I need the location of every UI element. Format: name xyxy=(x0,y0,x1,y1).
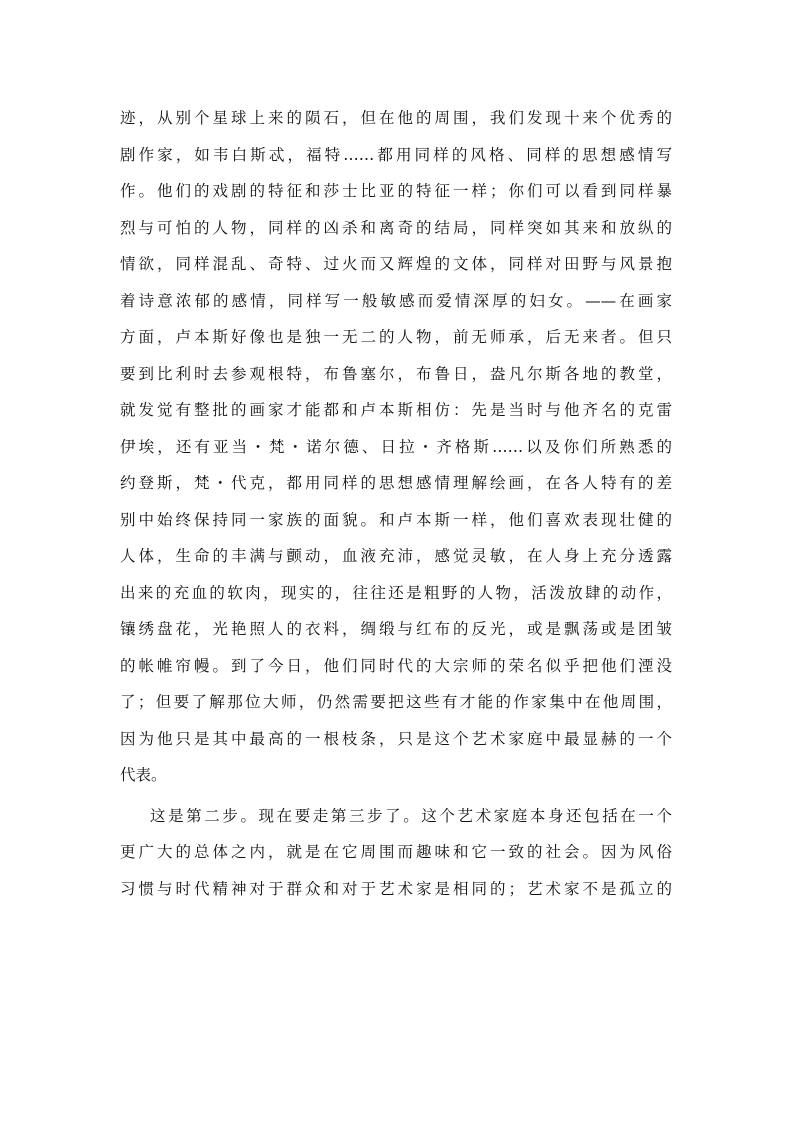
text-line: 情欲，同样混乱、奇特、过火而又辉煌的文体，同样对田野与风景抱 xyxy=(120,255,672,273)
text-line: 剧作家，如韦白斯忒，福特……都用同样的风格、同样的思想感情写 xyxy=(120,145,672,164)
text-line: 这是第二步。现在要走第三步了。这个艺术家庭本身还包括在一个 xyxy=(150,806,672,825)
text-line: 的帐帷帘幔。到了今日，他们同时代的大宗师的荣名似乎把他们湮没 xyxy=(120,656,672,675)
text-line: 因为他只是其中最高的一根枝条，只是这个艺术家庭中最显赫的一个 xyxy=(120,729,672,748)
text-line: 着诗意浓郁的感情，同样写一般敏感而爱情深厚的妇女。——在画家 xyxy=(120,291,672,310)
text-line: 方面，卢本斯好像也是独一无二的人物，前无师承，后无来者。但只 xyxy=(120,328,672,346)
paragraph-1 xyxy=(120,100,672,794)
text-line: 迹，从别个星球上来的陨石，但在他的周围，我们发现十来个优秀的 xyxy=(120,109,672,127)
text-line: 习惯与时代精神对于群众和对于艺术家是相同的；艺术家不是孤立的 xyxy=(120,879,672,898)
text-line: 人体，生命的丰满与颤动，血液充沛，感觉灵敏，在人身上充分透露 xyxy=(120,547,672,565)
text-line: 伊埃，还有亚当・梵・诺尔德、日拉・齐格斯……以及你们所熟悉的 xyxy=(120,437,672,456)
text-line: 约登斯，梵・代克，都用同样的思想感情理解绘画，在各人特有的差 xyxy=(120,474,672,492)
text-line: 了；但要了解那位大师，仍然需要把这些有才能的作家集中在他周围， xyxy=(120,693,672,711)
body-text xyxy=(120,100,672,907)
text-line: 烈与可怕的人物，同样的凶杀和离奇的结局，同样突如其来和放纵的 xyxy=(120,218,672,237)
text-line: 就发觉有整批的画家才能都和卢本斯相仿：先是当时与他齐名的克雷 xyxy=(120,401,672,419)
text-line: 镶绣盘花，光艳照人的衣料，绸缎与红布的反光，或是飘荡或是团皱 xyxy=(120,620,672,638)
text-line: 要到比利时去参观根特，布鲁塞尔，布鲁日，盎凡尔斯各地的教堂， xyxy=(120,364,672,383)
text-line: 更广大的总体之内，就是在它周围而趣味和它一致的社会。因为风俗 xyxy=(120,843,672,861)
paragraph-2 xyxy=(120,798,672,908)
text-line: 出来的充血的软肉，现实的，往往还是粗野的人物，活泼放肆的动作， xyxy=(120,583,672,602)
text-line: 别中始终保持同一家族的面貌。和卢本斯一样，他们喜欢表现壮健的 xyxy=(120,510,672,529)
text-line: 作。他们的戏剧的特征和莎士比亚的特征一样；你们可以看到同样暴 xyxy=(120,182,672,200)
text-line: 代表。 xyxy=(120,766,167,784)
